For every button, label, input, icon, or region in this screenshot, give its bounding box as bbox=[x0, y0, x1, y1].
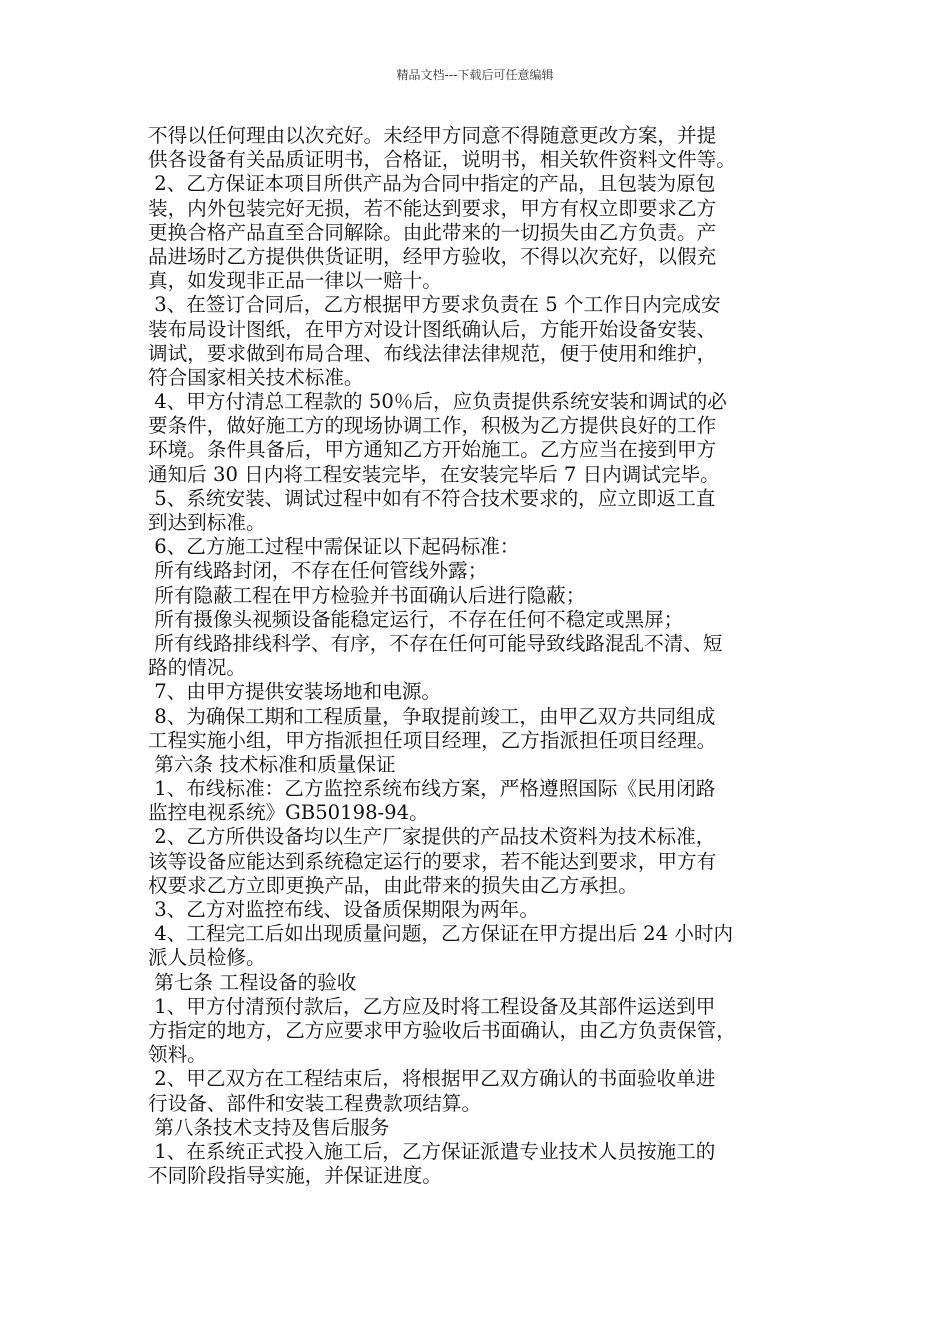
text-line: 第七条 工程设备的验收 bbox=[148, 970, 357, 994]
text-line: 3、乙方对监控布线、设备质保期限为两年。 bbox=[148, 898, 539, 921]
text-line: 装，内外包装完好无损，若不能达到要求，甲方有权立即要求乙方 bbox=[148, 196, 717, 220]
text-line: 所有线路封闭，不存在任何管线外露； bbox=[148, 559, 488, 583]
text-line: 品进场时乙方提供供货证明，经甲方验收，不得以次充好，以假充 bbox=[148, 244, 717, 268]
text-line: 调试，要求做到布局合理、布线法律法律规范，便于使用和维护， bbox=[148, 341, 717, 365]
text-line: 8、为确保工期和工程质量，争取提前竣工，由甲乙双方共同组成 bbox=[148, 704, 716, 728]
text-line: 所有摄像头视频设备能稳定运行，不存在任何不稳定或黑屏； bbox=[148, 607, 684, 631]
text-line: 到达到标准。 bbox=[148, 511, 266, 534]
text-line: 不得以任何理由以次充好。未经甲方同意不得随意更改方案，并提 bbox=[148, 124, 717, 147]
text-line: 装布局设计图纸，在甲方对设计图纸确认后，方能开始设备安装、 bbox=[148, 317, 717, 341]
text-line: 所有线路排线科学、有序，不存在任何可能导致线路混乱不清、短 bbox=[148, 631, 723, 655]
text-line: 监控电视系统》GB50198-94。 bbox=[148, 801, 429, 825]
text-line: 工程实施小组，甲方指派担任项目经理，乙方指派担任项目经理。 bbox=[148, 728, 717, 752]
text-line: 1、在系统正式投入施工后，乙方保证派遣专业技术人员按施工的 bbox=[148, 1139, 716, 1163]
text-line: 6、乙方施工过程中需保证以下起码标准： bbox=[148, 535, 520, 559]
text-line: 要条件，做好施工方的现场协调工作，积极为乙方提供良好的工作 bbox=[148, 414, 717, 438]
text-line: 1、布线标准：乙方监控系统布线方案，严格遵照国际《民用闭路 bbox=[148, 777, 716, 801]
text-line: 5、系统安装、调试过程中如有不符合技术要求的，应立即返工直 bbox=[148, 486, 716, 510]
text-line: 方指定的地方，乙方应要求甲方验收后书面确认，由乙方负责保管， bbox=[148, 1018, 736, 1042]
text-line: 权要求乙方立即更换产品，由此带来的损失由乙方承担。 bbox=[148, 873, 638, 897]
text-line: 所有隐蔽工程在甲方检验并书面确认后进行隐蔽； bbox=[148, 583, 586, 607]
text-line: 环境。条件具备后，甲方通知乙方开始施工。乙方应当在接到甲方 bbox=[148, 438, 717, 462]
text-line: 供各设备有关品质证明书，合格证，说明书，相关软件资料文件等。 bbox=[148, 148, 736, 172]
text-line: 通知后 30 日内将工程安装完毕，在安装完毕后 7 日内调试完毕。 bbox=[148, 462, 720, 486]
text-line: 3、在签订合同后，乙方根据甲方要求负责在 5 个工作日内完成安 bbox=[148, 293, 721, 317]
text-line: 4、工程完工后如出现质量问题，乙方保证在甲方提出后 24 小时内 bbox=[148, 922, 734, 946]
text-line: 领料。 bbox=[148, 1043, 207, 1067]
text-line: 符合国家相关技术标准。 bbox=[148, 365, 364, 389]
text-line: 7、由甲方提供安装场地和电源。 bbox=[148, 680, 442, 704]
text-line: 行设备、部件和安装工程费款项结算。 bbox=[148, 1091, 482, 1115]
document-body bbox=[148, 124, 808, 1188]
text-line: 派人员检修。 bbox=[148, 946, 266, 970]
text-line: 2、乙方所供设备均以生产厂家提供的产品技术资料为技术标准， bbox=[148, 825, 716, 849]
text-line: 2、甲乙双方在工程结束后，将根据甲乙双方确认的书面验收单进 bbox=[148, 1067, 716, 1091]
text-line: 路的情况。 bbox=[148, 656, 246, 680]
text-line: 不同阶段指导实施，并保证进度。 bbox=[148, 1164, 442, 1188]
text-line: 第六条 技术标准和质量保证 bbox=[148, 752, 396, 776]
text-line: 4、甲方付清总工程款的 50％后，应负责提供系统安装和调试的必 bbox=[148, 390, 727, 414]
text-line: 更换合格产品直至合同解除。由此带来的一切损失由乙方负责。产 bbox=[148, 220, 717, 244]
text-line: 该等设备应能达到系统稳定运行的要求，若不能达到要求，甲方有 bbox=[148, 849, 717, 873]
text-line: 第八条技术支持及售后服务 bbox=[148, 1115, 390, 1139]
text-line: 2、乙方保证本项目所供产品为合同中指定的产品，且包装为原包 bbox=[148, 172, 716, 196]
text-line: 真，如发现非正品一律以一赔十。 bbox=[148, 269, 442, 293]
text-line: 1、甲方付清预付款后，乙方应及时将工程设备及其部件运送到甲 bbox=[148, 994, 716, 1018]
page-header: 精品文档---下载后可任意编辑 bbox=[396, 68, 554, 82]
